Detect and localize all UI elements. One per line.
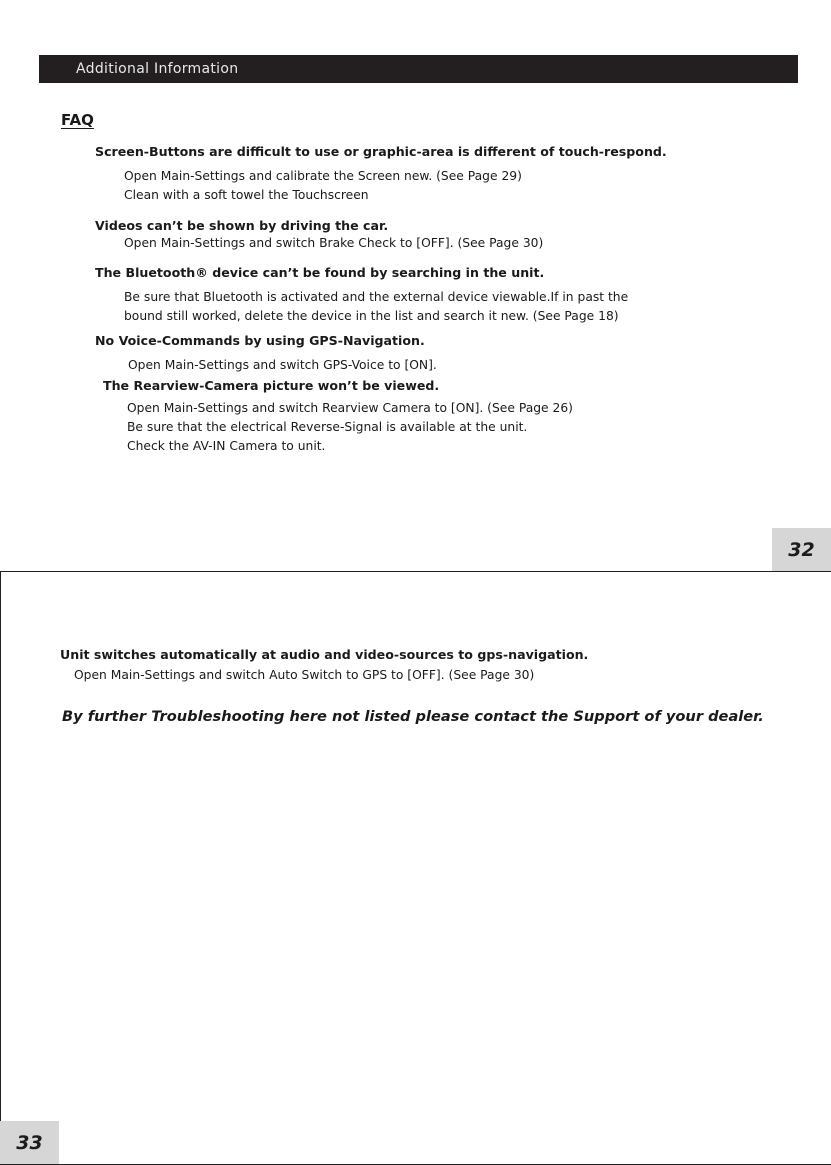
faq-question: No Voice-Commands by using GPS-Navigation. [95,333,425,348]
faq-answer: Open Main-Settings and switch Auto Switch to GPS to [OFF]. (See Page 30) [74,668,535,682]
faq-answer: Open Main-Settings and switch Rearview Camera to [ON]. (See Page 26) [127,401,573,415]
page-32 [0,0,831,572]
page-number: 33 [0,1121,59,1165]
section-header-bar [39,55,798,83]
faq-answer: Be sure that the electrical Reverse-Signal is available at the unit. [127,420,528,434]
faq-question: The Rearview-Camera picture won’t be viewed. [103,378,440,393]
faq-answer: Check the AV-IN Camera to unit. [127,439,326,453]
faq-answer: bound still worked, delete the device in the list and search it new. (See Page 18) [124,309,619,323]
faq-question: Videos can’t be shown by driving the car. [95,218,389,233]
faq-answer: Open Main-Settings and calibrate the Screen new. (See Page 29) [124,169,522,183]
faq-answer: Clean with a soft towel the Touchscreen [124,188,369,202]
section-title: Additional Information [76,61,239,77]
faq-answer: Open Main-Settings and switch Brake Check to [OFF]. (See Page 30) [124,236,544,250]
faq-question: Unit switches automatically at audio and video-sources to gps-navigation. [60,647,589,662]
faq-question: The Bluetooth® device can’t be found by searching in the unit. [95,265,545,280]
faq-question: Screen-Buttons are difficult to use or graphic-area is different of touch-respond. [95,144,667,159]
faq-answer: Open Main-Settings and switch GPS-Voice to [ON]. [128,358,437,372]
closing-note: By further Troubleshooting here not listed please contact the Support of your dealer. [62,708,764,725]
page-number: 32 [772,528,831,572]
faq-answer: Be sure that Bluetooth is activated and the external device viewable.If in past the [124,290,629,304]
faq-heading: FAQ [61,111,94,129]
